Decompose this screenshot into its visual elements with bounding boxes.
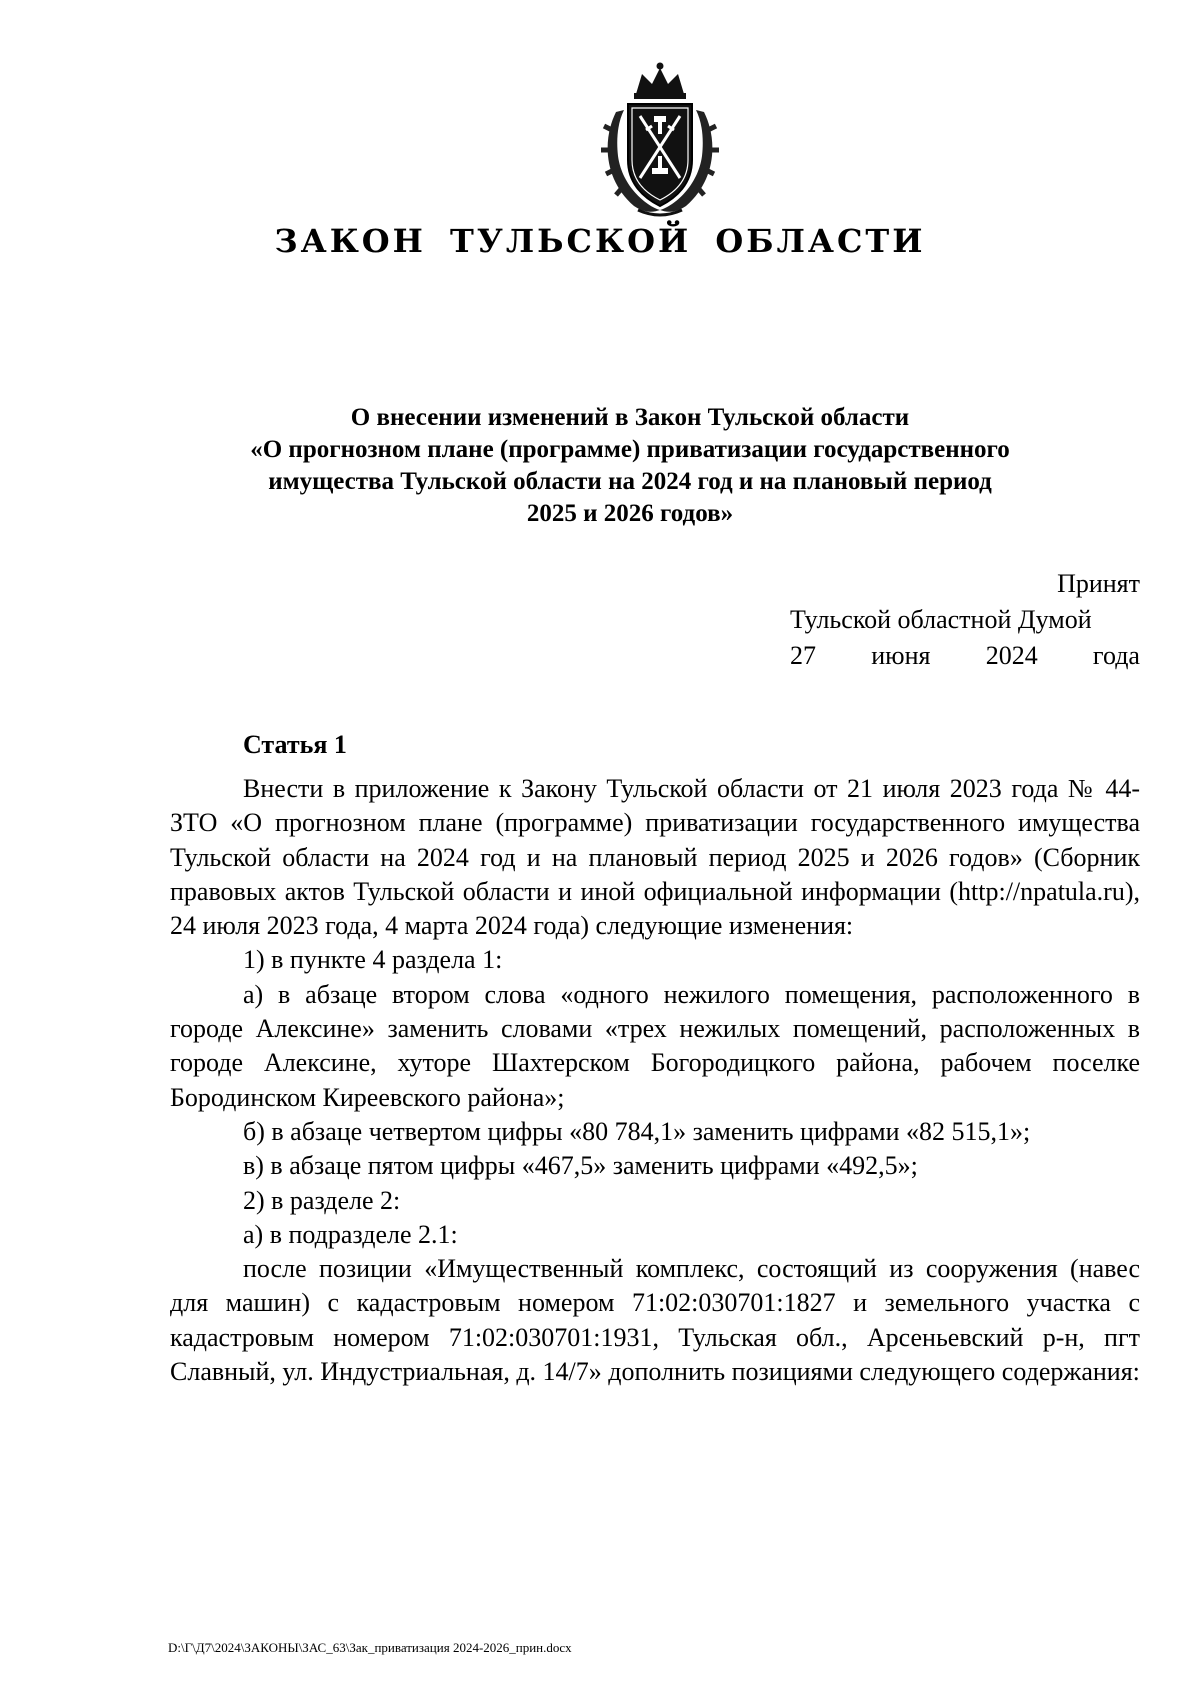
adoption-month: июня	[871, 641, 931, 670]
adopted-by: Тульской областной Думой	[790, 605, 1092, 634]
adoption-date	[790, 638, 1140, 674]
adoption-year: 2024	[985, 641, 1038, 670]
adoption-block	[790, 566, 1140, 674]
article-body	[170, 772, 1140, 1389]
heading-line: 2025 и 2026 годов»	[526, 500, 734, 527]
paragraph: 1) в пункте 4 раздела 1:	[243, 945, 503, 975]
adoption-year-word: года	[1092, 641, 1140, 670]
adoption-day: 27	[790, 641, 816, 670]
paragraph: Внести в приложение к Закону Тульской области от 21 июля 2023 года № 44-ЗТО «О прогнозном плане (программе) приватизации государственного имущества Тульской области на 2024 год и на плановый период 2025 и 2026 годов» (Сборник правовых актов Тульской области и иной официальной информации (http://npatula.ru), 24 июля 2023 года, 4 марта 2024 года) следующие изменения:	[170, 774, 1140, 941]
heading-line: О внесении изменений в Закон Тульской области	[350, 404, 910, 431]
paragraph: после позиции «Имущественный комплекс, состоящий из сооружения (навес для машин) с кадастровым номером 71:02:030701:1827 и земельного участка с кадастровым номером 71:02:030701:1931, Тульская обл., Арсеньевский р-н, пгт Славный, ул. Индустриальная, д. 14/7» дополнить позициями следующего содержания:	[170, 1254, 1140, 1387]
coat-of-arms-emblem	[594, 60, 726, 220]
document-heading	[170, 402, 1090, 530]
heading-line: «О прогнозном плане (программе) приватизации государственного	[250, 436, 1010, 463]
adopted-label: Принят	[1057, 569, 1140, 598]
law-title: ЗАКОН ТУЛЬСКОЙ ОБЛАСТИ	[274, 222, 926, 260]
heading-line: имущества Тульской области на 2024 год и на плановый период	[268, 468, 992, 495]
paragraph: а) в абзаце втором слова «одного нежилого помещения, расположенного в городе Алексине» заменить словами «трех нежилых помещений, расположенных в городе Алексине, хуторе Шахтерском Богородицкого района, рабочем поселке Бородинском Киреевского района»;	[170, 979, 1140, 1112]
file-path-footer: D:\Г\Д7\2024\ЗАКОНЫ\ЗАС_63\Зак_приватизация 2024-2026_прин.docx	[168, 1640, 572, 1655]
paragraph: а) в подразделе 2.1:	[243, 1219, 458, 1249]
paragraph: в) в абзаце пятом цифры «467,5» заменить цифрами «492,5»;	[243, 1151, 918, 1181]
article-title: Статья 1	[243, 730, 347, 759]
paragraph: б) в абзаце четвертом цифры «80 784,1» заменить цифрами «82 515,1»;	[243, 1116, 1031, 1146]
paragraph: 2) в разделе 2:	[243, 1185, 401, 1215]
